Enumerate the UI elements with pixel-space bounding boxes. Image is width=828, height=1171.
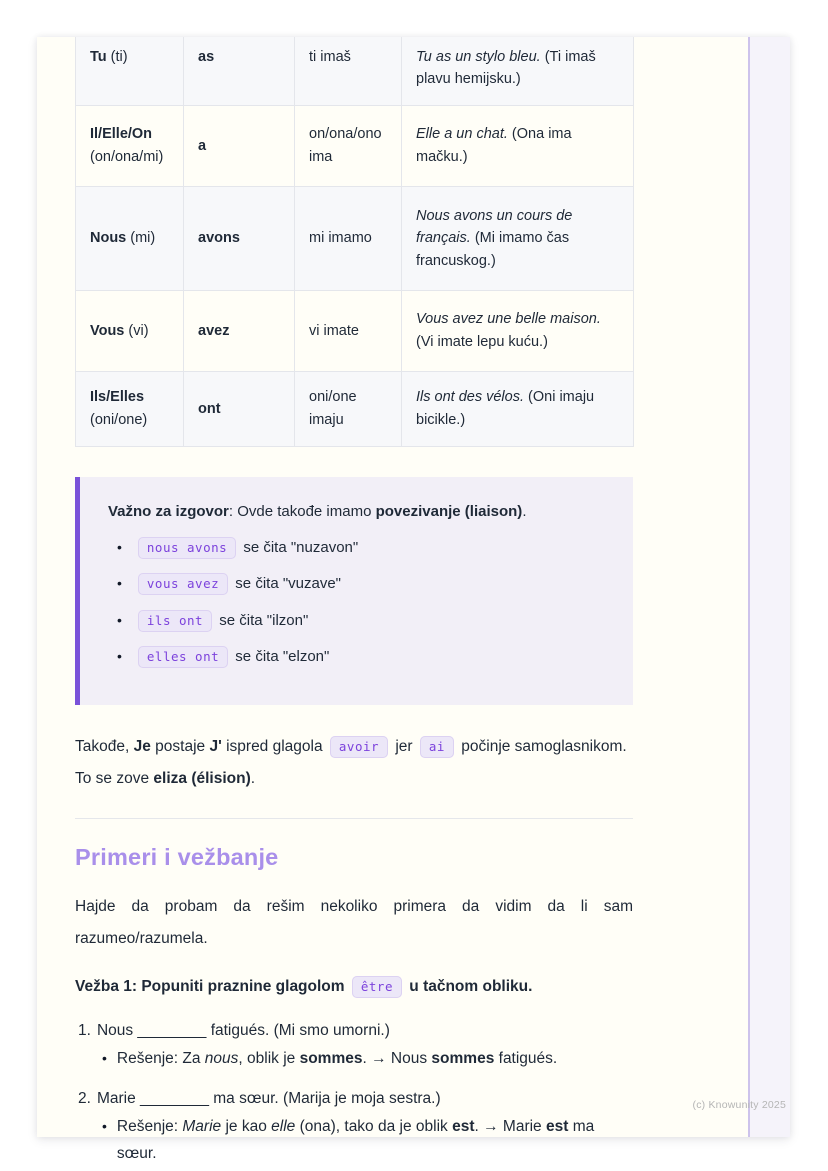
bullet-icon <box>117 610 122 632</box>
text-segment: ispred glagola <box>221 738 327 756</box>
text-segment: (Vi imate lepu kuću.) <box>416 333 548 350</box>
exercise-list <box>75 1017 633 1168</box>
text-segment: jer <box>391 738 417 756</box>
exercise-question-line <box>75 1017 633 1044</box>
elision-line <box>75 731 633 763</box>
cell-translation: mi imamo <box>295 186 402 290</box>
cell-example <box>402 105 634 186</box>
text-segment: To se zove <box>75 769 154 787</box>
cell-example <box>402 37 634 105</box>
text-segment: sommes <box>299 1049 363 1067</box>
table-row <box>76 371 634 446</box>
text-segment: se čita "nuzavon" <box>239 539 359 557</box>
exercise-title <box>75 971 633 1002</box>
exercise-number: 1. <box>78 1021 91 1039</box>
text-segment: (ona), tako da je oblik <box>295 1118 453 1136</box>
callout-item-text <box>135 572 341 595</box>
bullet-icon <box>117 537 122 559</box>
exercise-question <box>97 1017 390 1044</box>
text-segment: Tu as un stylo bleu. <box>416 49 541 65</box>
text-segment: est <box>545 1118 569 1136</box>
callout-list <box>108 536 609 668</box>
text-segment: Rešenje: <box>116 1118 183 1136</box>
text-segment: Nous ________ fatigués. (Mi smo umorni.) <box>96 1021 390 1039</box>
cell-translation: oni/one imaju <box>295 371 402 446</box>
exercise-solution <box>75 1045 633 1072</box>
text-segment: Vous <box>90 322 125 339</box>
code-chip: elles ont <box>138 646 228 668</box>
text-segment: Il/Elle/On <box>90 126 153 143</box>
callout-item <box>117 572 609 595</box>
text-segment: Rešenje: Za <box>116 1049 205 1067</box>
text-segment: u tačnom obliku. <box>404 977 533 995</box>
code-chip: vous avez <box>138 573 228 595</box>
code-chip: ai <box>420 736 454 758</box>
code-chip: ils ont <box>138 610 212 632</box>
text-segment: (Ti imaš plavu hemijsku.) <box>416 49 596 88</box>
text-segment: . <box>522 502 527 520</box>
text-segment: (oni/one) <box>90 411 148 428</box>
document-page <box>37 37 790 1163</box>
text-segment: Marie ________ ma sœur. (Marija je moja sestra.) <box>96 1090 441 1108</box>
exercise-solution <box>75 1113 633 1167</box>
cell-form: as <box>184 37 295 105</box>
callout-item-text <box>135 645 329 668</box>
intro-paragraph: Hajde da probam da rešim nekoliko primera da vidim da li sam razumeo/razumela. <box>75 897 633 948</box>
solution-text <box>117 1113 603 1167</box>
cell-example <box>402 186 634 290</box>
text-segment: se čita "elzon" <box>231 647 330 665</box>
bullet-icon <box>102 1046 107 1071</box>
elision-paragraph <box>75 731 633 795</box>
text-segment: Važno za izgovor <box>108 502 229 520</box>
cell-pronoun <box>76 290 184 371</box>
table-row <box>76 290 634 371</box>
callout-item-text <box>135 609 308 632</box>
text-segment: (ti) <box>106 49 128 65</box>
text-segment: (Oni imaju bicikle.) <box>416 389 595 428</box>
cell-translation: on/ona/ono ima <box>295 105 402 186</box>
cell-translation: vi imate <box>295 290 402 371</box>
text-segment: Nous avons un cours de français. <box>416 207 573 247</box>
cell-example <box>402 290 634 371</box>
callout-title <box>108 500 609 523</box>
callout-item <box>117 609 609 632</box>
section-heading: Primeri i vežbanje <box>75 843 279 870</box>
pronunciation-callout <box>75 477 633 705</box>
text-segment: je kao <box>221 1118 272 1136</box>
elision-line <box>75 763 633 795</box>
text-segment: (Mi imamo čas francuskog.) <box>416 230 570 269</box>
cell-form: a <box>184 105 295 186</box>
text-segment: postaje <box>150 738 210 756</box>
cell-pronoun <box>76 37 184 105</box>
exercise-item <box>75 1017 633 1072</box>
footer-copyright: (c) Knowunity 2025 <box>692 1099 786 1111</box>
exercise-question-line <box>75 1085 633 1112</box>
text-segment: ma sœur. <box>116 1118 595 1163</box>
text-segment: Je <box>133 738 151 756</box>
text-segment: se čita "vuzave" <box>231 575 342 593</box>
exercise-number: 2. <box>78 1090 91 1108</box>
text-segment: Nous <box>90 230 127 247</box>
cell-form: ont <box>184 371 295 446</box>
text-segment: povezivanje (liaison) <box>375 502 523 520</box>
text-segment: (on/ona/mi) <box>90 148 164 165</box>
text-segment: (Ona ima mačku.) <box>416 126 572 165</box>
text-segment: Vežba 1: Popuniti praznine glagolom <box>75 977 349 995</box>
cell-example <box>402 371 634 446</box>
text-segment: fatigués. <box>494 1049 558 1067</box>
text-segment: . <box>250 769 256 787</box>
text-segment: se čita "ilzon" <box>215 611 309 629</box>
text-segment: Ils/Elles <box>90 389 145 406</box>
text-segment: Elle a un chat. <box>416 126 508 143</box>
cell-translation: ti imaš <box>295 37 402 105</box>
text-segment: J' <box>209 738 222 756</box>
text-segment: počinje samoglasnikom. <box>456 738 627 756</box>
text-segment: (mi) <box>126 230 156 247</box>
text-segment: Takođe, <box>75 738 134 756</box>
section-divider <box>75 818 633 819</box>
page-content <box>75 37 633 1167</box>
cell-form: avons <box>184 186 295 290</box>
text-segment: : Ovde takođe imamo <box>228 502 376 520</box>
text-segment: sommes <box>431 1049 495 1067</box>
exercise-item <box>75 1085 633 1167</box>
text-segment: Tu <box>90 49 107 65</box>
bullet-icon <box>117 646 122 668</box>
exercise-question <box>97 1085 441 1112</box>
cell-form: avez <box>184 290 295 371</box>
callout-item-text <box>135 536 358 559</box>
code-chip: avoir <box>330 736 388 758</box>
table-row <box>76 105 634 186</box>
solution-text <box>117 1045 557 1072</box>
scroll-track[interactable] <box>748 37 790 1137</box>
text-segment: Marie <box>182 1118 222 1136</box>
code-chip: nous avons <box>138 537 236 559</box>
text-segment: elle <box>271 1118 296 1136</box>
table-row <box>76 186 634 290</box>
callout-item <box>117 645 609 668</box>
text-segment: est <box>452 1118 475 1136</box>
callout-item <box>117 536 609 559</box>
cell-pronoun <box>76 186 184 290</box>
text-segment: . → Nous <box>362 1049 432 1067</box>
text-segment: , oblik je <box>238 1049 300 1067</box>
cell-pronoun <box>76 105 184 186</box>
conjugation-table <box>75 37 634 447</box>
cell-pronoun <box>76 371 184 446</box>
text-segment: (vi) <box>124 322 149 339</box>
text-segment: Vous avez une belle maison. <box>416 311 601 328</box>
text-segment: . → Marie <box>474 1118 546 1136</box>
bullet-icon <box>102 1114 107 1139</box>
table-row <box>76 37 634 105</box>
bullet-icon <box>117 573 122 595</box>
code-chip: être <box>352 976 402 998</box>
text-segment: eliza (élision) <box>153 769 251 787</box>
text-segment: Ils ont des vélos. <box>416 389 524 406</box>
text-segment: nous <box>204 1049 239 1067</box>
